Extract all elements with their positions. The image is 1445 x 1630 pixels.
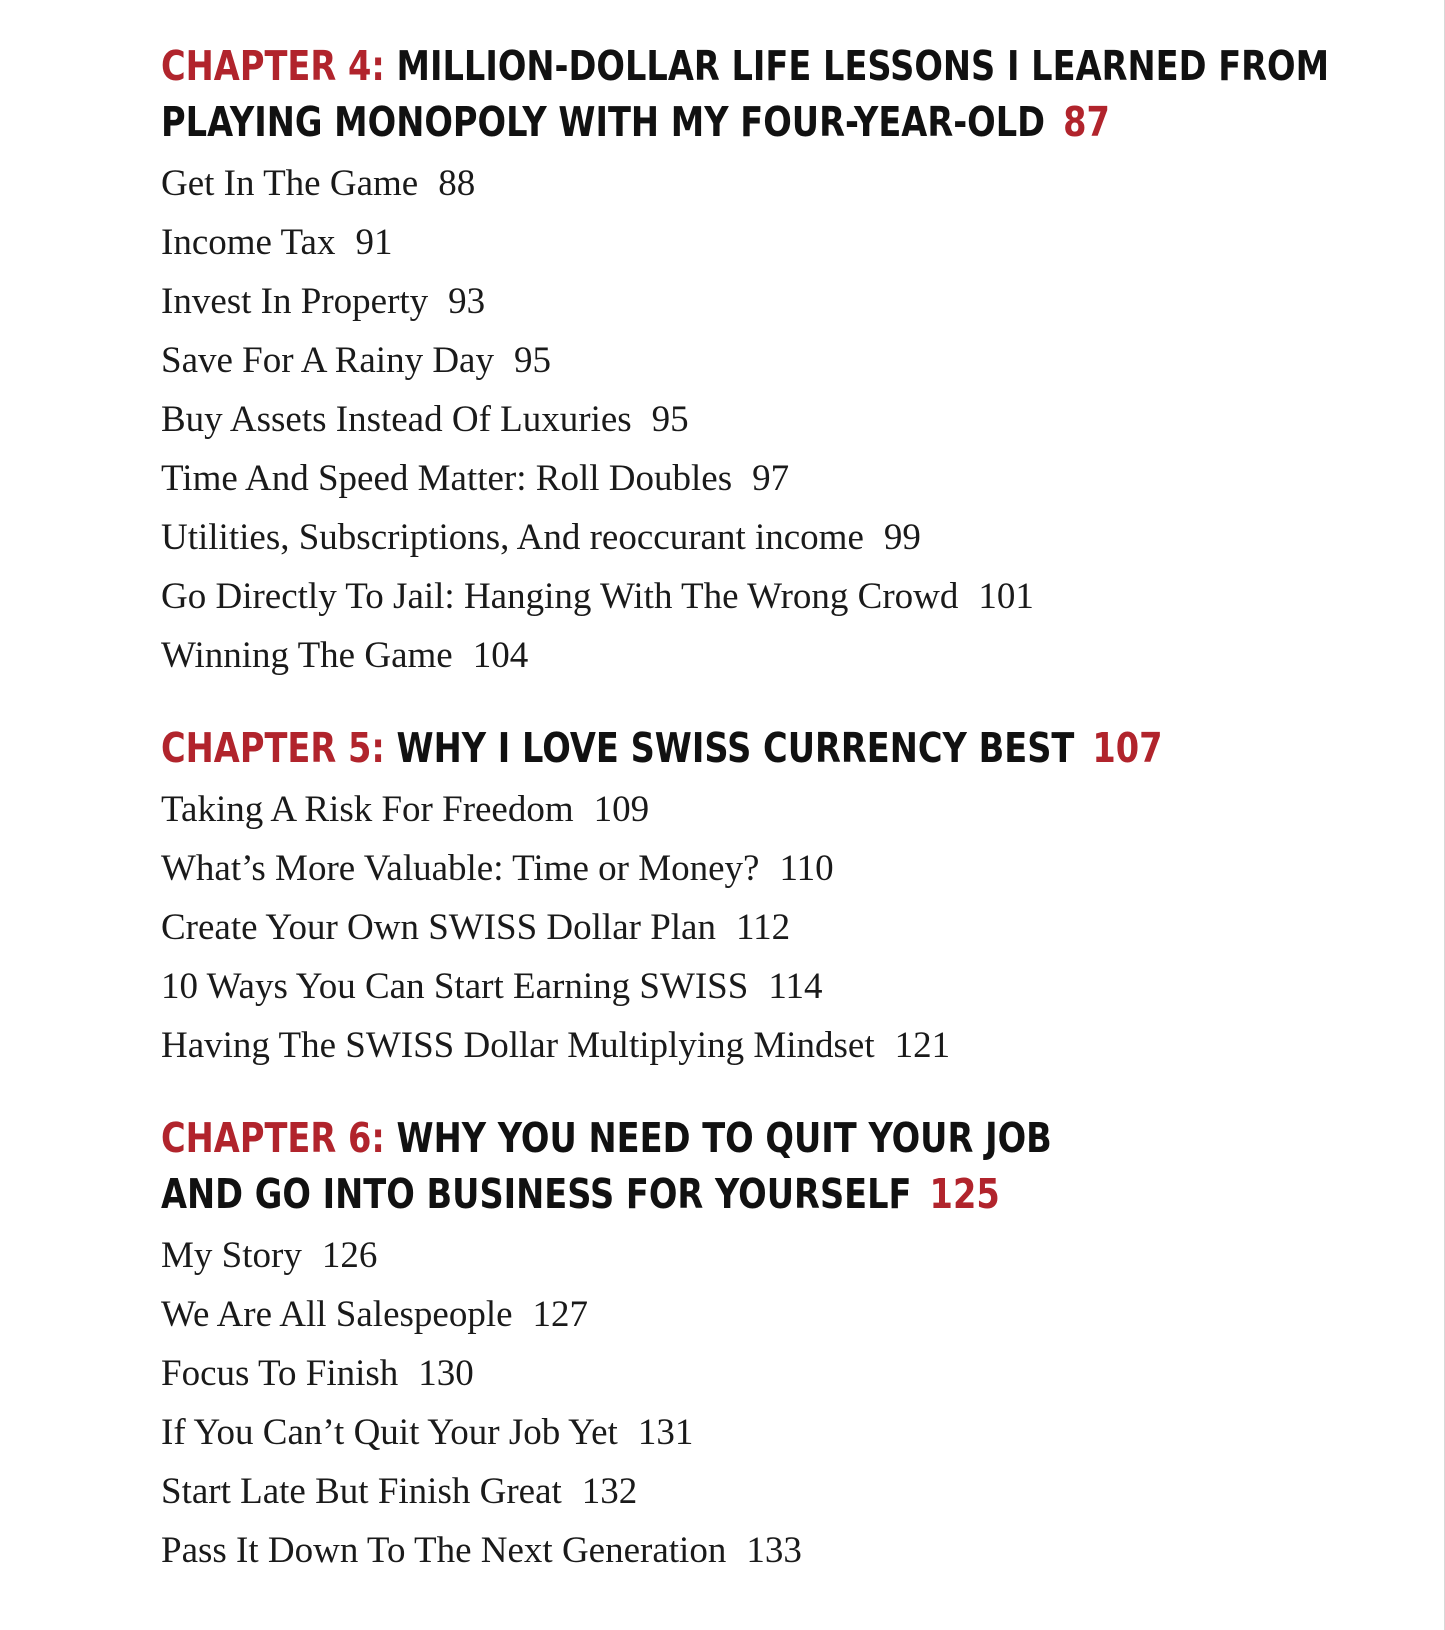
toc-entry[interactable] [161, 898, 950, 957]
chapter-heading-line-2 [161, 94, 1329, 150]
entry-page-number: 109 [593, 789, 650, 830]
toc-entry[interactable] [161, 390, 1034, 449]
entry-page-number: 121 [894, 1025, 951, 1066]
entry-title: If You Can’t Quit Your Job Yet [161, 1412, 618, 1453]
entry-title: Income Tax [161, 222, 336, 263]
toc-entry[interactable] [161, 1344, 802, 1403]
entry-title: Start Late But Finish Great [161, 1471, 562, 1512]
chapter-4-heading [161, 38, 1445, 150]
toc-entry[interactable] [161, 1285, 802, 1344]
entry-title: Focus To Finish [161, 1353, 399, 1394]
entry-title: Pass It Down To The Next Generation [161, 1530, 727, 1571]
chapter-page-number: 107 [1092, 724, 1163, 772]
chapter-heading-line-1 [161, 1110, 1052, 1166]
entry-title: Winning The Game [161, 635, 453, 676]
entry-page-number: 126 [321, 1235, 378, 1276]
entry-page-number: 132 [581, 1471, 638, 1512]
entry-page-number: 112 [735, 907, 791, 948]
entry-page-number: 114 [768, 966, 823, 1007]
entry-page-number: 93 [448, 281, 486, 322]
entry-title: Taking A Risk For Freedom [161, 789, 574, 830]
toc-entry[interactable] [161, 449, 1034, 508]
entry-title: Create Your Own SWISS Dollar Plan [161, 907, 716, 948]
toc-entry[interactable] [161, 839, 950, 898]
toc-entry[interactable] [161, 567, 1034, 626]
entry-page-number: 91 [355, 222, 393, 263]
entry-title: Save For A Rainy Day [161, 340, 494, 381]
toc-entry[interactable] [161, 1403, 802, 1462]
chapter-5-heading [161, 720, 1382, 776]
entry-page-number: 133 [746, 1530, 802, 1571]
entry-page-number: 101 [978, 576, 1034, 617]
entry-title: Get In The Game [161, 163, 419, 204]
toc-entry[interactable] [161, 154, 1034, 213]
entry-title: Time And Speed Matter: Roll Doubles [161, 458, 733, 499]
toc-entry[interactable] [161, 957, 950, 1016]
entry-page-number: 130 [418, 1353, 474, 1394]
chapter-title-line: WHY I LOVE SWISS CURRENCY BEST [396, 724, 1075, 772]
chapter-title-line: AND GO INTO BUSINESS FOR YOURSELF [161, 1170, 912, 1218]
entry-title: 10 Ways You Can Start Earning SWISS [161, 966, 749, 1007]
toc-entry[interactable] [161, 1226, 802, 1285]
entry-page-number: 97 [752, 458, 790, 499]
toc-entry[interactable] [161, 331, 1034, 390]
chapter-label: CHAPTER 5: [161, 724, 385, 772]
entry-title: My Story [161, 1235, 302, 1276]
chapter-heading-line-1 [161, 720, 1163, 776]
toc-entry[interactable] [161, 626, 1034, 685]
chapter-5-entries [161, 780, 950, 1075]
entry-title: Having The SWISS Dollar Multiplying Mindset [161, 1025, 875, 1066]
entry-title: Utilities, Subscriptions, And reoccurant income [161, 517, 864, 558]
chapter-6-entries [161, 1226, 802, 1580]
entry-title: What’s More Valuable: Time or Money? [161, 848, 760, 889]
chapter-page-number: 87 [1063, 98, 1110, 146]
entry-page-number: 99 [883, 517, 921, 558]
entry-title: Buy Assets Instead Of Luxuries [161, 399, 632, 440]
toc-entry[interactable] [161, 272, 1034, 331]
chapter-heading-line-1 [161, 38, 1329, 94]
toc-entry[interactable] [161, 1462, 802, 1521]
entry-page-number: 104 [472, 635, 529, 676]
entry-page-number: 131 [637, 1412, 694, 1453]
toc-entry[interactable] [161, 780, 950, 839]
entry-page-number: 88 [438, 163, 476, 204]
entry-page-number: 95 [513, 340, 551, 381]
toc-entry[interactable] [161, 1521, 802, 1580]
entry-page-number: 110 [779, 848, 834, 889]
entry-title: We Are All Salespeople [161, 1294, 513, 1335]
toc-entry[interactable] [161, 1016, 950, 1075]
chapter-label: CHAPTER 4: [161, 42, 385, 90]
chapter-page-number: 125 [929, 1170, 1000, 1218]
entry-title: Invest In Property [161, 281, 429, 322]
chapter-title-line: MILLION-DOLLAR LIFE LESSONS I LEARNED FROM [396, 42, 1330, 90]
chapter-6-heading [161, 1110, 1247, 1222]
chapter-label: CHAPTER 6: [161, 1114, 385, 1162]
chapter-heading-line-2 [161, 1166, 1052, 1222]
toc-entry[interactable] [161, 213, 1034, 272]
entry-page-number: 127 [532, 1294, 589, 1335]
entry-title: Go Directly To Jail: Hanging With The Wrong Crowd [161, 576, 959, 617]
toc-entry[interactable] [161, 508, 1034, 567]
chapter-4-entries [161, 154, 1034, 685]
chapter-title-line: PLAYING MONOPOLY WITH MY FOUR-YEAR-OLD [161, 98, 1046, 146]
chapter-title-line: WHY YOU NEED TO QUIT YOUR JOB [396, 1114, 1052, 1162]
entry-page-number: 95 [651, 399, 689, 440]
